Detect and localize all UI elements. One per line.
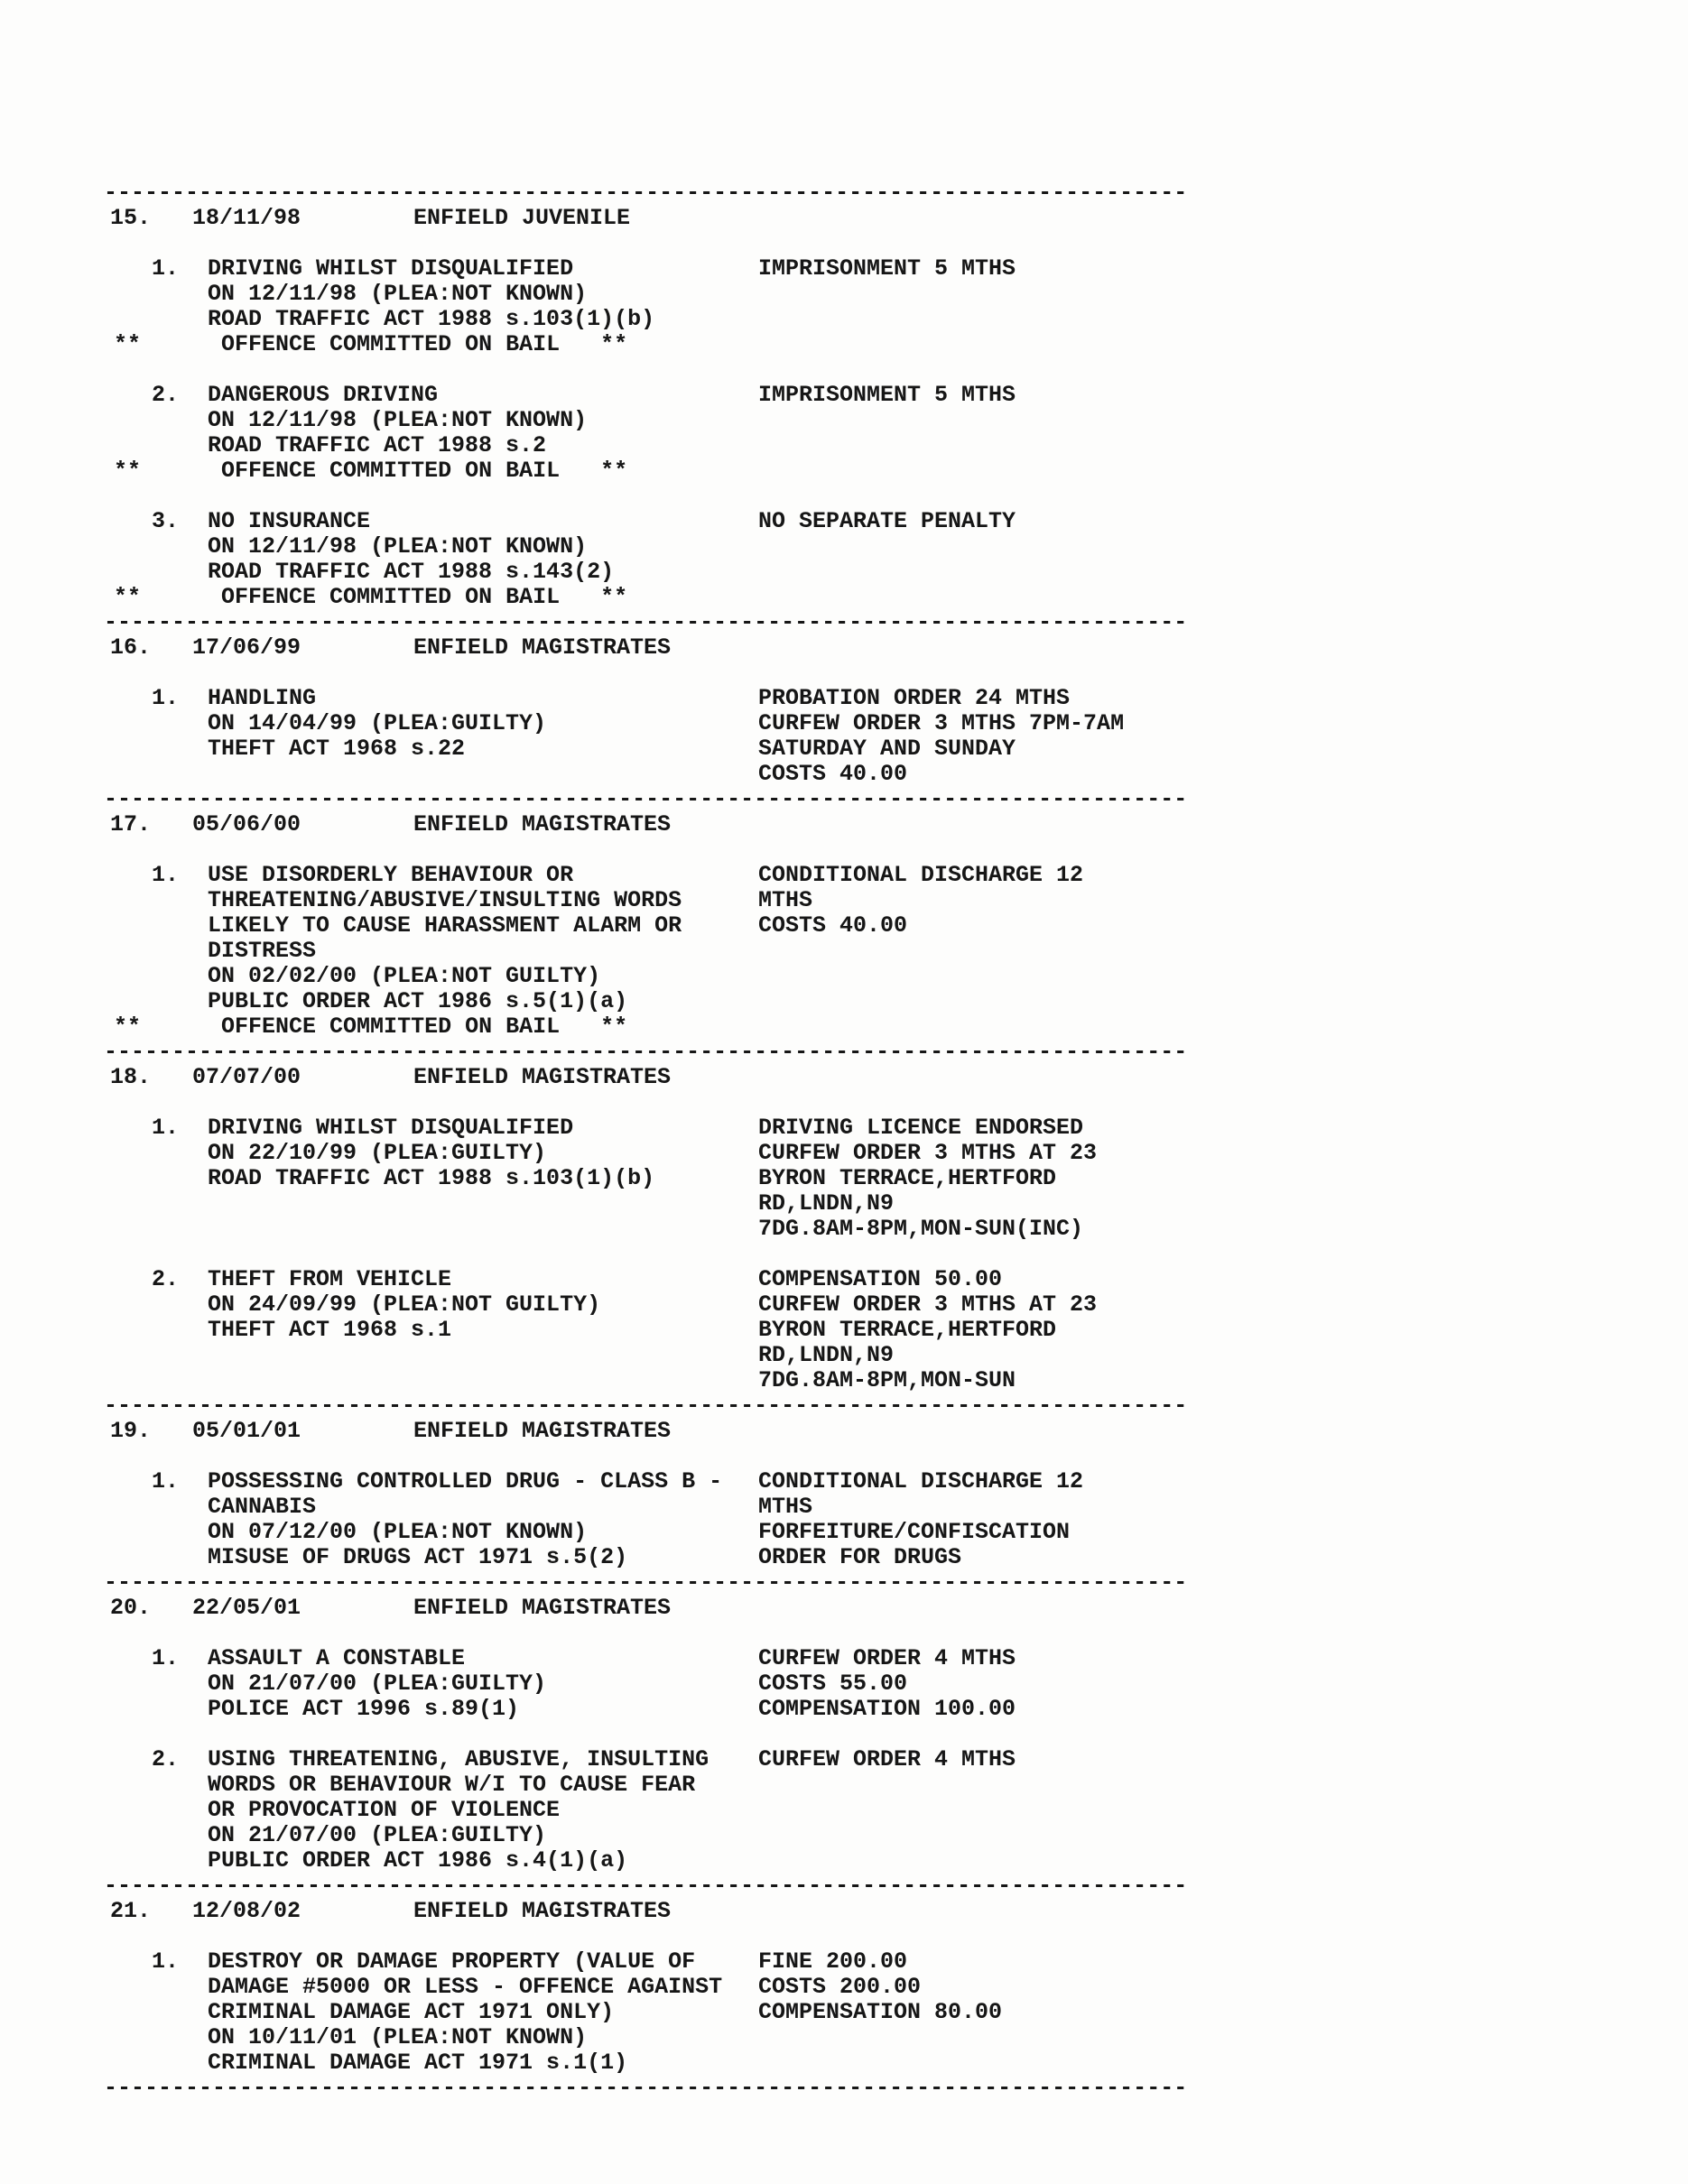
offence-line: ROAD TRAFFIC ACT 1988 s.2 bbox=[208, 432, 547, 458]
conviction-number: 15. bbox=[110, 205, 152, 231]
offence-line: ON 10/11/01 (PLEA:NOT KNOWN) bbox=[208, 2024, 588, 2050]
offence-line: PUBLIC ORDER ACT 1986 s.5(1)(a) bbox=[208, 988, 628, 1014]
conviction-entry bbox=[0, 1040, 1688, 1393]
court-name: ENFIELD JUVENILE bbox=[413, 205, 631, 231]
bail-note bbox=[0, 332, 1688, 357]
separator-line: -------------------------------------------------------------------------------- bbox=[104, 180, 1188, 206]
bail-marker: ** bbox=[114, 458, 142, 484]
offence-line: USE DISORDERLY BEHAVIOUR OR bbox=[208, 862, 574, 888]
penalty-line: CONDITIONAL DISCHARGE 12 bbox=[758, 1468, 1084, 1495]
offence-record bbox=[0, 1949, 1688, 2076]
offence-line: ON 22/10/99 (PLEA:GUILTY) bbox=[208, 1140, 547, 1166]
penalty-line: 7DG.8AM-8PM,MON-SUN bbox=[758, 1367, 1016, 1393]
penalty-line: IMPRISONMENT 5 MTHS bbox=[758, 255, 1016, 282]
offence-line: DRIVING WHILST DISQUALIFIED bbox=[208, 1115, 574, 1141]
conviction-date: 17/06/99 bbox=[192, 634, 301, 661]
penalty-line: ORDER FOR DRUGS bbox=[758, 1544, 962, 1570]
offence-line: LIKELY TO CAUSE HARASSMENT ALARM OR bbox=[208, 912, 682, 939]
conviction-header bbox=[0, 1065, 1688, 1090]
offence-details bbox=[208, 1267, 758, 1393]
bail-note bbox=[0, 585, 1688, 610]
offence-details bbox=[208, 1646, 758, 1722]
offence-number: 1. bbox=[152, 685, 180, 711]
offence-details bbox=[208, 383, 758, 458]
penalty-line: CURFEW ORDER 4 MTHS bbox=[758, 1645, 1016, 1671]
conviction-entry bbox=[0, 1570, 1688, 1874]
conviction-number: 18. bbox=[110, 1064, 152, 1090]
offence-line: WORDS OR BEHAVIOUR W/I TO CAUSE FEAR bbox=[208, 1772, 696, 1798]
penalty-line: 7DG.8AM-8PM,MON-SUN(INC) bbox=[758, 1216, 1084, 1242]
offence-line: PUBLIC ORDER ACT 1986 s.4(1)(a) bbox=[208, 1847, 628, 1874]
offence-penalties bbox=[758, 1949, 1688, 2076]
offence-penalties bbox=[758, 1747, 1688, 1874]
court-name: ENFIELD MAGISTRATES bbox=[413, 1898, 672, 1924]
penalty-line: CURFEW ORDER 3 MTHS AT 23 bbox=[758, 1140, 1098, 1166]
penalty-line: BYRON TERRACE,HERTFORD bbox=[758, 1165, 1057, 1191]
offence-number: 2. bbox=[152, 1266, 180, 1292]
offence-list bbox=[0, 863, 1688, 1040]
separator-line: -------------------------------------------------------------------------------- bbox=[104, 1874, 1188, 1899]
offence-details bbox=[208, 863, 758, 1014]
bail-note bbox=[0, 458, 1688, 484]
conviction-header bbox=[0, 206, 1688, 231]
offence-details bbox=[208, 1949, 758, 2076]
bail-note-text: OFFENCE COMMITTED ON BAIL bbox=[221, 331, 561, 357]
conviction-list bbox=[0, 180, 1688, 2076]
offence-number: 1. bbox=[152, 1468, 180, 1495]
offence-list bbox=[0, 256, 1688, 610]
offence-line: THREATENING/ABUSIVE/INSULTING WORDS bbox=[208, 887, 682, 913]
offence-penalties bbox=[758, 509, 1688, 585]
penalty-line: BYRON TERRACE,HERTFORD bbox=[758, 1317, 1057, 1343]
conviction-entry bbox=[0, 787, 1688, 1040]
offence-line: ROAD TRAFFIC ACT 1988 s.103(1)(b) bbox=[208, 306, 655, 332]
conviction-number: 20. bbox=[110, 1595, 152, 1621]
penalty-line: RD,LNDN,N9 bbox=[758, 1190, 895, 1217]
conviction-header bbox=[0, 1596, 1688, 1621]
offence-details bbox=[208, 686, 758, 787]
offence-line: POLICE ACT 1996 s.89(1) bbox=[208, 1696, 520, 1722]
offence-line: ROAD TRAFFIC ACT 1988 s.103(1)(b) bbox=[208, 1165, 655, 1191]
offence-line: MISUSE OF DRUGS ACT 1971 s.5(2) bbox=[208, 1544, 628, 1570]
penalty-line: CURFEW ORDER 4 MTHS bbox=[758, 1746, 1016, 1772]
offence-line: HANDLING bbox=[208, 685, 317, 711]
offence-penalties bbox=[758, 256, 1688, 332]
conviction-header bbox=[0, 1899, 1688, 1924]
offence-record bbox=[0, 256, 1688, 357]
offence-record bbox=[0, 1115, 1688, 1242]
offence-penalties bbox=[758, 1646, 1688, 1722]
offence-number: 1. bbox=[152, 1115, 180, 1141]
offence-number: 2. bbox=[152, 1746, 180, 1772]
offence-line: ON 21/07/00 (PLEA:GUILTY) bbox=[208, 1822, 547, 1848]
offence-penalties bbox=[758, 686, 1688, 787]
offence-line: ON 02/02/00 (PLEA:NOT GUILTY) bbox=[208, 963, 601, 989]
bail-note-text: OFFENCE COMMITTED ON BAIL bbox=[221, 1013, 561, 1040]
penalty-line: IMPRISONMENT 5 MTHS bbox=[758, 382, 1016, 408]
conviction-entry bbox=[0, 1393, 1688, 1570]
offence-number: 1. bbox=[152, 1645, 180, 1671]
penalty-line: COMPENSATION 50.00 bbox=[758, 1266, 1003, 1292]
bail-marker: ** bbox=[114, 584, 142, 610]
penalty-line: PROBATION ORDER 24 MTHS bbox=[758, 685, 1071, 711]
offence-record bbox=[0, 1469, 1688, 1570]
offence-penalties bbox=[758, 863, 1688, 1014]
offence-record bbox=[0, 686, 1688, 787]
offence-list bbox=[0, 1646, 1688, 1874]
offence-line: ASSAULT A CONSTABLE bbox=[208, 1645, 466, 1671]
conviction-date: 05/01/01 bbox=[192, 1418, 301, 1444]
offence-line: NO INSURANCE bbox=[208, 508, 371, 534]
offence-line: DRIVING WHILST DISQUALIFIED bbox=[208, 255, 574, 282]
penalty-line: MTHS bbox=[758, 887, 813, 913]
offence-line: THEFT ACT 1968 s.1 bbox=[208, 1317, 452, 1343]
court-name: ENFIELD MAGISTRATES bbox=[413, 1595, 672, 1621]
conviction-date: 12/08/02 bbox=[192, 1898, 301, 1924]
offence-record bbox=[0, 1747, 1688, 1874]
offence-record bbox=[0, 863, 1688, 1040]
court-name: ENFIELD MAGISTRATES bbox=[413, 1418, 672, 1444]
conviction-entry bbox=[0, 610, 1688, 787]
conviction-entry bbox=[0, 180, 1688, 610]
penalty-line: FORFEITURE/CONFISCATION bbox=[758, 1519, 1071, 1545]
offence-penalties bbox=[758, 1267, 1688, 1393]
offence-line: THEFT FROM VEHICLE bbox=[208, 1266, 452, 1292]
penalty-line: COSTS 40.00 bbox=[758, 761, 908, 787]
offence-details bbox=[208, 1747, 758, 1874]
court-name: ENFIELD MAGISTRATES bbox=[413, 811, 672, 838]
separator-line: -------------------------------------------------------------------------------- bbox=[104, 1040, 1188, 1065]
offence-details bbox=[208, 256, 758, 332]
offence-line: ON 24/09/99 (PLEA:NOT GUILTY) bbox=[208, 1291, 601, 1318]
penalty-line: SATURDAY AND SUNDAY bbox=[758, 736, 1016, 762]
bail-marker: ** bbox=[600, 1013, 628, 1040]
offence-line: DISTRESS bbox=[208, 938, 317, 964]
offence-line: ON 21/07/00 (PLEA:GUILTY) bbox=[208, 1670, 547, 1697]
offence-number: 2. bbox=[152, 382, 180, 408]
offence-line: THEFT ACT 1968 s.22 bbox=[208, 736, 466, 762]
penalty-line: COMPENSATION 100.00 bbox=[758, 1696, 1016, 1722]
bail-note-text: OFFENCE COMMITTED ON BAIL bbox=[221, 584, 561, 610]
offence-penalties bbox=[758, 1469, 1688, 1570]
offence-number: 1. bbox=[152, 1948, 180, 1975]
offence-line: DANGEROUS DRIVING bbox=[208, 382, 439, 408]
penalty-line: NO SEPARATE PENALTY bbox=[758, 508, 1016, 534]
separator-line: -------------------------------------------------------------------------------- bbox=[104, 787, 1188, 812]
offence-details bbox=[208, 1469, 758, 1570]
separator-line: -------------------------------------------------------------------------------- bbox=[104, 610, 1188, 635]
offence-line: ROAD TRAFFIC ACT 1988 s.143(2) bbox=[208, 559, 615, 585]
bail-marker: ** bbox=[600, 331, 628, 357]
court-name: ENFIELD MAGISTRATES bbox=[413, 1064, 672, 1090]
conviction-header bbox=[0, 635, 1688, 661]
separator-line: -------------------------------------------------------------------------------- bbox=[104, 1570, 1188, 1596]
offence-line: CRIMINAL DAMAGE ACT 1971 s.1(1) bbox=[208, 2050, 628, 2076]
penalty-line: COSTS 200.00 bbox=[758, 1974, 922, 2000]
offence-number: 1. bbox=[152, 255, 180, 282]
offence-line: POSSESSING CONTROLLED DRUG - CLASS B - bbox=[208, 1468, 723, 1495]
offence-list bbox=[0, 1115, 1688, 1393]
offence-details bbox=[208, 1115, 758, 1242]
bail-marker: ** bbox=[600, 584, 628, 610]
conviction-date: 07/07/00 bbox=[192, 1064, 301, 1090]
conviction-number: 21. bbox=[110, 1898, 152, 1924]
offence-number: 1. bbox=[152, 862, 180, 888]
separator-line: -------------------------------------------------------------------------------- bbox=[104, 2076, 1188, 2101]
offence-list bbox=[0, 1469, 1688, 1570]
offence-details bbox=[208, 509, 758, 585]
offence-list bbox=[0, 686, 1688, 787]
offence-line: ON 07/12/00 (PLEA:NOT KNOWN) bbox=[208, 1519, 588, 1545]
bail-note-text: OFFENCE COMMITTED ON BAIL bbox=[221, 458, 561, 484]
penalty-line: COSTS 55.00 bbox=[758, 1670, 908, 1697]
bail-marker: ** bbox=[114, 1013, 142, 1040]
conviction-header bbox=[0, 1419, 1688, 1444]
offence-list bbox=[0, 1949, 1688, 2076]
conviction-date: 18/11/98 bbox=[192, 205, 301, 231]
offence-penalties bbox=[758, 383, 1688, 458]
penalty-line: RD,LNDN,N9 bbox=[758, 1342, 895, 1368]
offence-line: ON 14/04/99 (PLEA:GUILTY) bbox=[208, 710, 547, 736]
separator-line: -------------------------------------------------------------------------------- bbox=[104, 1393, 1188, 1419]
offence-line: DESTROY OR DAMAGE PROPERTY (VALUE OF bbox=[208, 1948, 696, 1975]
offence-record bbox=[0, 1267, 1688, 1393]
bail-marker: ** bbox=[600, 458, 628, 484]
penalty-line: COSTS 40.00 bbox=[758, 912, 908, 939]
penalty-line: MTHS bbox=[758, 1494, 813, 1520]
penalty-line: CURFEW ORDER 3 MTHS 7PM-7AM bbox=[758, 710, 1125, 736]
court-name: ENFIELD MAGISTRATES bbox=[413, 634, 672, 661]
offence-record bbox=[0, 1646, 1688, 1722]
penalty-line: CURFEW ORDER 3 MTHS AT 23 bbox=[758, 1291, 1098, 1318]
offence-line: ON 12/11/98 (PLEA:NOT KNOWN) bbox=[208, 407, 588, 433]
penalty-line: DRIVING LICENCE ENDORSED bbox=[758, 1115, 1084, 1141]
conviction-date: 22/05/01 bbox=[192, 1595, 301, 1621]
offence-line: OR PROVOCATION OF VIOLENCE bbox=[208, 1797, 561, 1823]
conviction-number: 19. bbox=[110, 1418, 152, 1444]
bail-marker: ** bbox=[114, 331, 142, 357]
offence-line: USING THREATENING, ABUSIVE, INSULTING bbox=[208, 1746, 710, 1772]
offence-penalties bbox=[758, 1115, 1688, 1242]
conviction-header bbox=[0, 812, 1688, 838]
penalty-line: FINE 200.00 bbox=[758, 1948, 908, 1975]
conviction-number: 16. bbox=[110, 634, 152, 661]
penalty-line: CONDITIONAL DISCHARGE 12 bbox=[758, 862, 1084, 888]
offence-line: ON 12/11/98 (PLEA:NOT KNOWN) bbox=[208, 281, 588, 307]
offence-number: 3. bbox=[152, 508, 180, 534]
offence-line: CANNABIS bbox=[208, 1494, 317, 1520]
bail-note bbox=[0, 1014, 1688, 1040]
offence-line: ON 12/11/98 (PLEA:NOT KNOWN) bbox=[208, 533, 588, 560]
offence-record bbox=[0, 509, 1688, 610]
offence-line: DAMAGE #5000 OR LESS - OFFENCE AGAINST bbox=[208, 1974, 723, 2000]
conviction-number: 17. bbox=[110, 811, 152, 838]
offence-record bbox=[0, 383, 1688, 484]
conviction-date: 05/06/00 bbox=[192, 811, 301, 838]
conviction-entry bbox=[0, 1874, 1688, 2076]
offence-line: CRIMINAL DAMAGE ACT 1971 ONLY) bbox=[208, 1999, 615, 2025]
penalty-line: COMPENSATION 80.00 bbox=[758, 1999, 1003, 2025]
